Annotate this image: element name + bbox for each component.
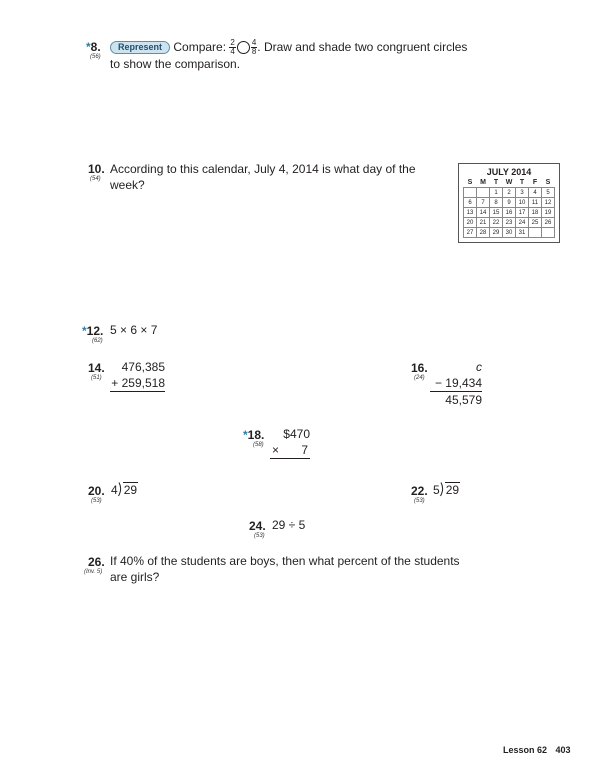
- problem-8-number: *8.: [86, 40, 101, 54]
- calendar-week: [464, 188, 555, 198]
- problem-22-number: 22.: [411, 484, 428, 498]
- calendar-cell: [529, 228, 542, 238]
- calendar-cell: 1: [490, 188, 503, 198]
- calendar-cell: 25: [529, 218, 542, 228]
- times-sign: ×: [272, 443, 280, 457]
- problem-20-division: [111, 482, 138, 498]
- calendar-cell: 22: [490, 218, 503, 228]
- calendar-cell: 28: [477, 228, 490, 238]
- subtrahend: − 19,434: [430, 375, 482, 392]
- problem-18-multiplication: [270, 426, 310, 459]
- calendar-cell: 18: [529, 208, 542, 218]
- dividend: 29: [445, 483, 460, 497]
- problem-18-number: *18.: [243, 428, 265, 442]
- calendar-cell: 6: [464, 198, 477, 208]
- calendar-week: [464, 208, 555, 218]
- calendar-cell: 31: [516, 228, 529, 238]
- calendar-week: [464, 198, 555, 208]
- calendar-cell: 30: [503, 228, 516, 238]
- lesson-reference: (Inv. 5): [84, 569, 103, 575]
- divisor: 5: [433, 483, 440, 497]
- calendar-cell: 12: [542, 198, 555, 208]
- day-header: F: [532, 179, 538, 186]
- lesson-reference: (54): [90, 176, 101, 182]
- calendar-cell: 23: [503, 218, 516, 228]
- lesson-reference: (56): [90, 54, 101, 60]
- star-marker: *: [86, 40, 91, 54]
- calendar-cell: 26: [542, 218, 555, 228]
- compare-label: Compare:: [173, 40, 227, 54]
- page-number: 403: [555, 745, 571, 755]
- lesson-reference: (53): [254, 533, 265, 539]
- problem-24: [249, 519, 266, 539]
- problem-26-text: If 40% of the students are boys, then what percent of the students are girls?: [110, 554, 460, 584]
- calendar-cell: 24: [516, 218, 529, 228]
- lesson-reference: (62): [92, 338, 103, 344]
- lesson-label: Lesson 62: [503, 745, 548, 755]
- problem-12-number: *12.: [82, 324, 104, 338]
- calendar-cell: 11: [529, 198, 542, 208]
- multiplicand: $470: [283, 427, 310, 441]
- calendar-cell: 7: [477, 198, 490, 208]
- multiplier: 7: [301, 443, 308, 457]
- calendar-day-headers: [464, 178, 555, 188]
- problem-26: [86, 555, 105, 575]
- calendar-cell: 20: [464, 218, 477, 228]
- fraction-4-8: $\frac{4}{8}$: [251, 38, 257, 57]
- calendar-cell: [464, 188, 477, 198]
- problem-26-number: 26.: [88, 555, 105, 569]
- problem-14-addition: [110, 359, 165, 392]
- day-header: W: [505, 179, 513, 186]
- calendar-cell: 29: [490, 228, 503, 238]
- calendar-cell: 2: [503, 188, 516, 198]
- lesson-reference: (53): [91, 498, 102, 504]
- problem-16-subtraction: [430, 359, 482, 408]
- problem-10-text: According to this calendar, July 4, 2014 is what day of the week?: [110, 162, 416, 192]
- division-bracket-icon: [440, 482, 445, 497]
- problem-24-expression: 29 ÷ 5: [272, 518, 306, 532]
- calendar-cell: 27: [464, 228, 477, 238]
- calendar-title: JULY 2014: [486, 167, 532, 177]
- calendar-cell: 5: [542, 188, 555, 198]
- problem-12-expression: 5 × 6 × 7: [110, 323, 158, 337]
- minuend-variable: c: [476, 360, 482, 374]
- calendar-cell: 8: [490, 198, 503, 208]
- calendar-cell: 10: [516, 198, 529, 208]
- day-header: M: [480, 179, 486, 186]
- calendar-cell: 19: [542, 208, 555, 218]
- addend-top: 476,385: [121, 360, 165, 374]
- problem-12: [82, 324, 103, 344]
- calendar-week: [464, 228, 555, 238]
- calendar-cell: 15: [490, 208, 503, 218]
- day-header: S: [545, 179, 551, 186]
- day-header: T: [493, 179, 499, 186]
- problem-16-number: 16.: [411, 361, 428, 375]
- problem-14-number: 14.: [88, 361, 105, 375]
- addend-bottom: + 259,518: [111, 376, 165, 390]
- division-bracket-icon: [118, 482, 123, 497]
- calendar-cell: 14: [477, 208, 490, 218]
- lesson-reference: (58): [253, 442, 264, 448]
- represent-badge: Represent: [110, 41, 170, 54]
- divisor: 4: [111, 483, 118, 497]
- comparison-circle: [237, 41, 250, 54]
- calendar-grid: [463, 178, 555, 238]
- problem-22-division: [433, 482, 460, 498]
- calendar-cell: 4: [529, 188, 542, 198]
- problem-20-number: 20.: [88, 484, 105, 498]
- problem-14: [88, 361, 105, 381]
- calendar-cell: 3: [516, 188, 529, 198]
- problem-10: [88, 162, 105, 182]
- lesson-reference: (24): [414, 375, 425, 381]
- star-marker: *: [243, 428, 248, 442]
- day-header: S: [467, 179, 473, 186]
- calendar-cell: 13: [464, 208, 477, 218]
- problem-22: [411, 484, 428, 504]
- calendar-cell: 9: [503, 198, 516, 208]
- day-header: T: [519, 179, 525, 186]
- problem-8-instruction: . Draw and shade two congruent circles: [257, 40, 468, 54]
- difference: 45,579: [445, 393, 482, 407]
- problem-24-number: 24.: [249, 519, 266, 533]
- problem-16: [411, 361, 428, 381]
- lesson-reference: (51): [91, 375, 102, 381]
- star-marker: *: [82, 324, 87, 338]
- calendar-cell: 17: [516, 208, 529, 218]
- lesson-reference: (53): [414, 498, 425, 504]
- page-footer: [503, 745, 571, 755]
- problem-8: [86, 40, 101, 60]
- problem-8-text: [110, 39, 467, 72]
- dividend: 29: [123, 483, 138, 497]
- problem-8-line2: to show the comparison.: [110, 57, 241, 72]
- problem-10-number: 10.: [88, 162, 105, 176]
- calendar-week: [464, 218, 555, 228]
- calendar-cell: [477, 188, 490, 198]
- calendar-cell: 16: [503, 208, 516, 218]
- july-2014-calendar: [458, 163, 560, 243]
- fraction-2-4: $\frac{2}{4}$: [230, 38, 235, 57]
- problem-20: [88, 484, 105, 504]
- calendar-cell: 21: [477, 218, 490, 228]
- problem-18: [243, 428, 264, 448]
- calendar-cell: [542, 228, 555, 238]
